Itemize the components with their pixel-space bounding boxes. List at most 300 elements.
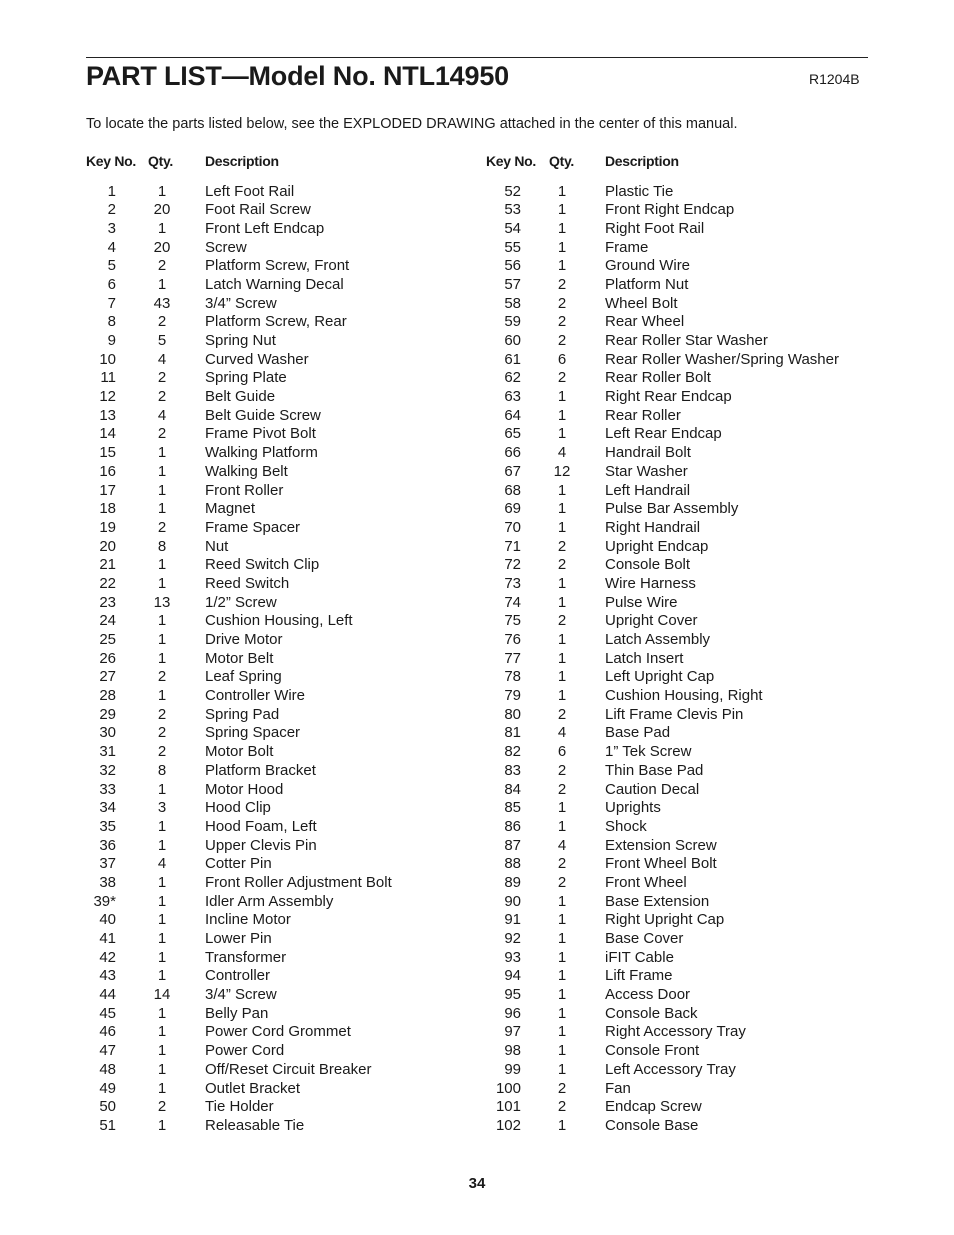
part-qty: 1: [157, 948, 167, 966]
part-qty: 4: [557, 836, 567, 854]
part-key-no: 36: [99, 836, 116, 854]
part-row: [486, 986, 886, 1005]
part-description: Rear Wheel: [605, 313, 685, 331]
part-key-no: 3: [107, 219, 116, 237]
part-qty: 1: [157, 687, 167, 705]
part-description: Wire Harness: [605, 574, 696, 592]
part-key-no: 55: [504, 238, 521, 256]
part-qty: 1: [557, 1060, 567, 1078]
part-key-no: 52: [504, 182, 521, 200]
part-row: [86, 1005, 486, 1024]
part-row: [86, 650, 486, 669]
part-key-no: 101: [495, 1098, 521, 1116]
part-qty: 1: [557, 817, 567, 835]
part-description: Curved Washer: [205, 350, 309, 368]
part-qty: 2: [157, 518, 167, 536]
part-key-no: 69: [504, 500, 521, 518]
part-key-no: 57: [504, 275, 521, 293]
part-description: Shock: [605, 817, 647, 835]
part-description: Front Wheel: [605, 873, 687, 891]
part-description: Foot Rail Screw: [205, 201, 311, 219]
part-qty: 2: [557, 855, 567, 873]
part-key-no: 85: [504, 799, 521, 817]
part-key-no: 39*: [93, 892, 116, 910]
part-qty: 1: [557, 219, 567, 237]
part-qty: 1: [157, 219, 167, 237]
part-description: Thin Base Pad: [605, 761, 704, 779]
part-row: [86, 986, 486, 1005]
part-row: [486, 519, 886, 538]
part-description: Left Handrail: [605, 481, 691, 499]
part-description: Cotter Pin: [205, 855, 272, 873]
part-description: 3/4” Screw: [205, 294, 277, 312]
part-key-no: 35: [99, 817, 116, 835]
part-row: [486, 724, 886, 743]
part-row: [86, 1117, 486, 1136]
part-key-no: 7: [107, 294, 116, 312]
part-qty: 2: [557, 705, 567, 723]
part-key-no: 42: [99, 948, 116, 966]
part-description: Reed Switch Clip: [205, 556, 320, 574]
part-row: [86, 519, 486, 538]
page-title: PART LIST—Model No. NTL14950: [86, 61, 509, 91]
part-description: Spring Pad: [205, 705, 280, 723]
part-row: [486, 1098, 886, 1117]
part-description: Front Wheel Bolt: [605, 855, 717, 873]
part-description: Walking Platform: [205, 444, 318, 462]
part-row: [86, 463, 486, 482]
part-description: Front Roller Adjustment Bolt: [205, 873, 392, 891]
part-key-no: 14: [99, 425, 116, 443]
part-key-no: 95: [504, 986, 521, 1004]
part-description: Base Cover: [605, 930, 684, 947]
part-row: [86, 351, 486, 370]
part-row: [486, 799, 886, 818]
part-key-no: 44: [99, 986, 116, 1004]
part-key-no: 50: [99, 1098, 116, 1116]
part-key-no: 38: [99, 873, 116, 891]
part-key-no: 13: [99, 406, 116, 424]
part-key-no: 81: [504, 724, 521, 742]
part-description: Off/Reset Circuit Breaker: [205, 1060, 372, 1078]
part-row: [86, 239, 486, 258]
part-key-no: 92: [504, 930, 521, 947]
part-qty: 1: [157, 1042, 167, 1060]
part-key-no: 66: [504, 444, 521, 462]
part-description: Right Foot Rail: [605, 219, 705, 237]
part-key-no: 89: [504, 873, 521, 891]
part-description: Rear Roller Washer/Spring Washer: [605, 350, 839, 368]
part-row: [86, 220, 486, 239]
part-qty: 43: [153, 294, 171, 312]
part-qty: 1: [157, 182, 167, 200]
part-qty: 1: [557, 593, 567, 611]
part-key-no: 67: [504, 462, 521, 480]
part-key-no: 102: [495, 1116, 521, 1134]
qty-header: Qty.: [549, 153, 574, 169]
part-qty: 1: [557, 388, 567, 406]
part-key-no: 56: [504, 257, 521, 275]
parts-column-right: [486, 151, 886, 1134]
part-row: [486, 668, 886, 687]
part-qty: 1: [557, 1004, 567, 1022]
part-qty: 1: [557, 687, 567, 705]
part-description: Spring Nut: [205, 332, 276, 349]
parts-list-right: [486, 183, 886, 1136]
part-qty: 1: [157, 1060, 167, 1078]
part-description: Access Door: [605, 986, 691, 1004]
part-qty: 14: [153, 986, 171, 1004]
part-key-no: 97: [504, 1023, 521, 1041]
part-description: Belt Guide Screw: [205, 406, 321, 424]
part-row: [86, 594, 486, 613]
part-key-no: 20: [99, 537, 116, 555]
part-description: Platform Screw, Rear: [205, 313, 347, 331]
part-row: [486, 874, 886, 893]
part-row: [486, 575, 886, 594]
part-key-no: 11: [100, 369, 116, 387]
part-row: [86, 837, 486, 856]
part-description: Platform Bracket: [205, 761, 316, 779]
part-qty: 2: [157, 724, 167, 742]
part-qty: 1: [157, 930, 167, 947]
part-description: Controller Wire: [205, 687, 306, 705]
part-description: Reed Switch: [205, 574, 290, 592]
part-key-no: 75: [504, 612, 521, 630]
part-description: Hood Foam, Left: [205, 817, 317, 835]
part-row: [86, 1080, 486, 1099]
part-row: [486, 818, 886, 837]
part-description: Magnet: [205, 500, 256, 518]
part-qty: 1: [157, 780, 167, 798]
part-row: [486, 612, 886, 631]
part-row: [486, 1023, 886, 1042]
part-description: Left Rear Endcap: [605, 425, 722, 443]
part-key-no: 76: [504, 631, 521, 648]
part-description: Console Back: [605, 1004, 698, 1022]
part-qty: 2: [157, 1098, 167, 1116]
part-row: [86, 631, 486, 650]
part-description: Right Handrail: [605, 518, 701, 536]
part-description: iFIT Cable: [605, 948, 674, 966]
part-qty: 1: [157, 649, 167, 667]
part-row: [486, 1117, 886, 1136]
part-key-no: 79: [504, 687, 521, 705]
part-row: [86, 818, 486, 837]
part-row: [486, 538, 886, 557]
part-row: [86, 724, 486, 743]
part-key-no: 71: [504, 537, 521, 555]
part-qty: 2: [157, 668, 167, 686]
part-qty: 1: [157, 462, 167, 480]
part-key-no: 84: [504, 780, 521, 798]
part-qty: 1: [157, 631, 167, 648]
part-qty: 1: [157, 873, 167, 891]
part-row: [486, 407, 886, 426]
part-qty: 2: [157, 425, 167, 443]
part-key-no: 64: [504, 406, 521, 424]
part-row: [486, 631, 886, 650]
part-key-no: 63: [504, 388, 521, 406]
part-qty: 1: [557, 799, 567, 817]
part-qty: 1: [157, 481, 167, 499]
part-qty: 4: [557, 444, 567, 462]
part-key-no: 65: [504, 425, 521, 443]
part-qty: 2: [557, 332, 567, 349]
part-key-no: 88: [504, 855, 521, 873]
document-code: R1204B: [809, 71, 860, 87]
part-description: Wheel Bolt: [605, 294, 678, 312]
part-key-no: 34: [99, 799, 116, 817]
part-qty: 2: [557, 761, 567, 779]
part-row: [486, 1080, 886, 1099]
part-description: Upright Cover: [605, 612, 698, 630]
part-row: [486, 276, 886, 295]
part-qty: 1: [557, 574, 567, 592]
part-row: [86, 257, 486, 276]
key-no-header: Key No.: [486, 153, 537, 169]
part-row: [86, 183, 486, 202]
part-row: [486, 332, 886, 351]
page-number: 34: [468, 1175, 486, 1192]
part-description: Spring Spacer: [205, 724, 301, 742]
part-description: Belly Pan: [205, 1004, 269, 1022]
part-row: [486, 239, 886, 258]
part-key-no: 18: [99, 500, 116, 518]
part-row: [486, 594, 886, 613]
part-description: Frame Spacer: [205, 518, 301, 536]
part-description: Releasable Tie: [205, 1116, 305, 1134]
part-qty: 1: [557, 500, 567, 518]
part-qty: 4: [157, 350, 167, 368]
part-description: Leaf Spring: [205, 668, 282, 686]
part-row: [486, 313, 886, 332]
part-key-no: 15: [99, 444, 116, 462]
part-description: Lift Frame: [605, 967, 673, 985]
part-row: [86, 893, 486, 912]
part-row: [486, 949, 886, 968]
part-row: [486, 706, 886, 725]
part-row: [86, 799, 486, 818]
part-description: Rear Roller Star Washer: [605, 332, 768, 349]
part-key-no: 96: [504, 1004, 521, 1022]
part-row: [86, 313, 486, 332]
part-row: [486, 781, 886, 800]
part-row: [86, 1098, 486, 1117]
part-key-no: 41: [99, 930, 116, 947]
part-key-no: 59: [504, 313, 521, 331]
part-key-no: 31: [99, 743, 116, 761]
part-description: Console Front: [605, 1042, 700, 1060]
part-description: Screw: [205, 238, 247, 256]
part-description: Motor Bolt: [205, 743, 274, 761]
part-row: [86, 575, 486, 594]
part-qty: 2: [557, 369, 567, 387]
part-description: Left Upright Cap: [605, 668, 715, 686]
part-description: Star Washer: [605, 462, 688, 480]
part-description: Motor Hood: [205, 780, 284, 798]
part-row: [86, 762, 486, 781]
qty-header: Qty.: [148, 153, 173, 169]
part-description: Platform Screw, Front: [205, 257, 350, 275]
part-row: [486, 855, 886, 874]
part-description: Front Right Endcap: [605, 201, 735, 219]
part-qty: 2: [557, 780, 567, 798]
part-qty: 1: [557, 930, 567, 947]
part-qty: 4: [157, 855, 167, 873]
part-qty: 1: [557, 1116, 567, 1134]
part-row: [86, 332, 486, 351]
part-key-no: 25: [99, 631, 116, 648]
part-description: Lift Frame Clevis Pin: [605, 705, 744, 723]
part-description: Ground Wire: [605, 257, 691, 275]
part-row: [486, 911, 886, 930]
part-row: [486, 1042, 886, 1061]
part-key-no: 19: [99, 518, 116, 536]
part-qty: 1: [157, 967, 167, 985]
part-description: Front Left Endcap: [205, 219, 325, 237]
part-description: Plastic Tie: [605, 182, 674, 200]
part-description: Motor Belt: [205, 649, 274, 667]
part-description: Fan: [605, 1079, 631, 1097]
part-qty: 1: [157, 612, 167, 630]
part-row: [86, 538, 486, 557]
part-qty: 1: [557, 257, 567, 275]
part-row: [86, 444, 486, 463]
part-key-no: 33: [99, 780, 116, 798]
description-header: Description: [605, 153, 679, 169]
column-header-row: [486, 151, 886, 171]
part-description: Uprights: [605, 799, 661, 817]
part-key-no: 27: [99, 668, 116, 686]
part-row: [486, 388, 886, 407]
part-key-no: 60: [504, 332, 521, 349]
part-key-no: 2: [107, 201, 116, 219]
part-description: Nut: [205, 537, 229, 555]
part-key-no: 70: [504, 518, 521, 536]
part-row: [86, 706, 486, 725]
part-key-no: 61: [504, 350, 521, 368]
part-qty: 1: [557, 182, 567, 200]
part-row: [86, 874, 486, 893]
part-key-no: 51: [99, 1116, 116, 1134]
part-qty: 2: [157, 705, 167, 723]
part-key-no: 47: [99, 1042, 116, 1060]
part-row: [86, 668, 486, 687]
part-description: Base Extension: [605, 892, 710, 910]
part-key-no: 29: [99, 705, 116, 723]
part-qty: 1: [157, 500, 167, 518]
part-key-no: 12: [99, 388, 116, 406]
part-qty: 2: [557, 612, 567, 630]
part-description: Endcap Screw: [605, 1098, 702, 1116]
part-key-no: 16: [99, 462, 116, 480]
part-row: [86, 1061, 486, 1080]
part-row: [86, 949, 486, 968]
part-qty: 2: [157, 743, 167, 761]
part-row: [486, 743, 886, 762]
part-row: [86, 781, 486, 800]
part-row: [486, 762, 886, 781]
part-qty: 1: [157, 444, 167, 462]
part-description: Power Cord Grommet: [205, 1023, 351, 1041]
part-row: [86, 388, 486, 407]
part-description: Tie Holder: [205, 1098, 274, 1116]
part-row: [486, 295, 886, 314]
part-qty: 2: [157, 313, 167, 331]
part-description: Power Cord: [205, 1042, 285, 1060]
part-key-no: 37: [99, 855, 116, 873]
part-row: [486, 837, 886, 856]
part-key-no: 62: [504, 369, 521, 387]
part-key-no: 21: [99, 556, 116, 574]
part-description: Upright Endcap: [605, 537, 709, 555]
part-qty: 1: [557, 631, 567, 648]
part-row: [486, 201, 886, 220]
part-qty: 1: [557, 481, 567, 499]
part-row: [86, 743, 486, 762]
part-description: Drive Motor: [205, 631, 283, 648]
part-row: [486, 930, 886, 949]
part-key-no: 87: [504, 836, 521, 854]
part-key-no: 99: [504, 1060, 521, 1078]
part-description: Cushion Housing, Right: [605, 687, 763, 705]
part-row: [86, 500, 486, 519]
part-row: [486, 893, 886, 912]
part-description: Right Upright Cap: [605, 911, 725, 929]
part-qty: 8: [157, 761, 167, 779]
part-row: [486, 500, 886, 519]
part-key-no: 6: [107, 275, 116, 293]
part-description: 1/2” Screw: [205, 593, 277, 611]
part-key-no: 94: [504, 967, 521, 985]
part-qty: 5: [157, 332, 167, 349]
part-key-no: 78: [504, 668, 521, 686]
part-description: Platform Nut: [605, 275, 689, 293]
part-key-no: 68: [504, 481, 521, 499]
part-row: [86, 687, 486, 706]
part-row: [486, 967, 886, 986]
part-qty: 8: [157, 537, 167, 555]
part-key-no: 1: [107, 182, 116, 200]
part-row: [486, 183, 886, 202]
part-key-no: 28: [99, 687, 116, 705]
part-qty: 2: [557, 537, 567, 555]
part-description: 1” Tek Screw: [605, 743, 692, 761]
part-qty: 6: [557, 350, 567, 368]
part-qty: 4: [557, 724, 567, 742]
part-description: Console Base: [605, 1116, 699, 1134]
part-qty: 2: [557, 873, 567, 891]
part-description: Left Accessory Tray: [605, 1060, 736, 1078]
part-key-no: 24: [99, 612, 116, 630]
part-qty: 4: [157, 406, 167, 424]
part-row: [486, 257, 886, 276]
part-key-no: 4: [107, 238, 116, 256]
part-qty: 1: [557, 238, 567, 256]
part-key-no: 26: [99, 649, 116, 667]
part-qty: 13: [153, 593, 171, 611]
part-qty: 1: [557, 986, 567, 1004]
part-row: [486, 463, 886, 482]
part-qty: 1: [157, 892, 167, 910]
part-key-no: 73: [504, 574, 521, 592]
key-no-header: Key No.: [86, 153, 137, 169]
part-description: Latch Warning Decal: [205, 275, 344, 293]
intro-text: To locate the parts listed below, see the EXPLODED DRAWING attached in the center of this manual.: [86, 116, 738, 132]
part-qty: 1: [157, 1079, 167, 1097]
part-row: [86, 556, 486, 575]
